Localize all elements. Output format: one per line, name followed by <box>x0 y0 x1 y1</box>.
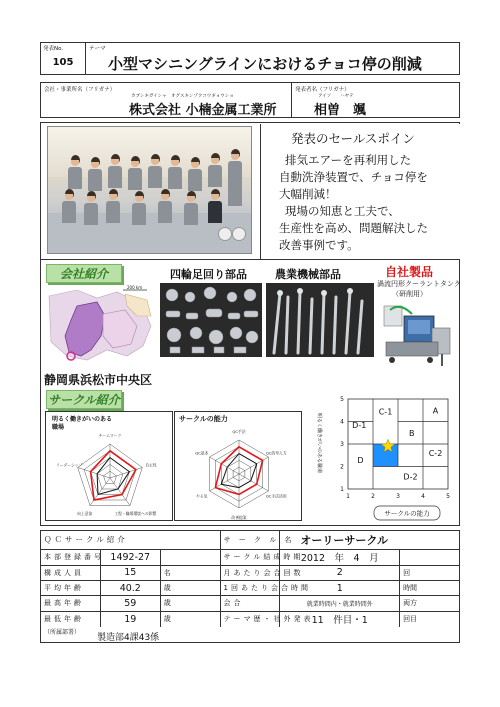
radar-axis-label: チームワーク <box>98 433 122 438</box>
sales-points-line4: 現場の知恵と工夫で、 <box>285 204 400 218</box>
company-cell <box>40 82 292 118</box>
matrix-y-tick: 4 <box>340 418 344 426</box>
radar-axis <box>239 474 268 491</box>
radar-axis-label: 自主性 <box>145 462 157 468</box>
matrix-zone-label: D-1 <box>352 420 367 430</box>
radar-axis-label: 工程・職場環境への影響 <box>114 510 157 516</box>
matrix-zone-label: D-2 <box>403 472 418 482</box>
radar-chart-2 <box>174 411 302 521</box>
presenter-cell <box>291 82 460 118</box>
number-label: 発表No. <box>43 46 64 52</box>
part2-title: 農業機械部品 <box>275 268 341 281</box>
matrix-y-tick: 2 <box>340 463 344 471</box>
matrix-xlabel: サークルの能力 <box>384 509 430 518</box>
presenter-label: 発表者名（フリガナ） <box>295 87 350 93</box>
sales-points-box <box>260 124 460 259</box>
qc-name-label: サ ー ク ル 名 <box>220 531 280 550</box>
table-row: 構成人員 15 名 月あたり会合回数 2 回 <box>41 565 460 580</box>
sales-points-line1: 排気エアーを再利用した <box>285 153 412 167</box>
qc-section-label: ＱＣサークル紹介 <box>41 531 221 550</box>
matrix-zone-label: D <box>357 455 364 465</box>
dept-label: （所属部署） <box>44 629 81 636</box>
radar1-title: 明るく働きがいのある職場 <box>52 416 113 431</box>
matrix-x-tick: 2 <box>371 493 375 500</box>
qc-table <box>40 530 460 628</box>
company-name: 株式会社 小楠金属工業所 <box>129 103 277 118</box>
part2-photo <box>266 283 374 357</box>
radar-axis-label: 向上意欲 <box>77 510 93 516</box>
circle-intro-label: サークル紹介 <box>46 390 122 409</box>
sales-points-line2: 自動洗浄装置で、チョコ停を <box>279 170 428 184</box>
matrix-y-tick: 5 <box>340 396 344 403</box>
table-row: 平均年齢 40.2 歳 1回あたり会合時間 1 時間 <box>41 581 460 596</box>
matrix-zone-label: A <box>432 406 439 416</box>
sales-points-line3: 大幅削減！ <box>279 187 337 201</box>
radar-axis-label: やる気 <box>196 493 208 499</box>
matrix-x-tick: 5 <box>446 493 450 500</box>
matrix-x-tick: 4 <box>421 493 425 500</box>
group-photo <box>47 126 252 254</box>
radar-axis-label: QC手法 <box>232 429 246 434</box>
own-product-sub1: 渦流円形クーラントタンク <box>377 280 461 288</box>
matrix-zone-label: C-1 <box>378 407 393 417</box>
radar-axis-label: リーダーシップ <box>55 462 83 468</box>
qc-name: オーリーサークル <box>280 531 460 550</box>
shizuoka-map <box>47 286 155 368</box>
radar-chart-1 <box>45 411 173 521</box>
radar-axis-label: QC手法活用 <box>265 493 287 499</box>
table-row: 最高年齢 59 歳 会合 就業時間内・就業時間外 両方 <box>41 596 460 611</box>
theme-label: テーマ <box>89 46 106 52</box>
presenter-name: 相曽 颯 <box>314 103 367 118</box>
table-row: 本部登録番号 1492-27 サークル結成時期 2012 年 4 月 <box>41 549 460 565</box>
company-intro-label: 会社紹介 <box>46 264 122 283</box>
header-number-cell <box>40 42 86 75</box>
own-product-sub2: （研削用） <box>392 290 427 298</box>
matrix-x-tick: 1 <box>346 493 350 500</box>
part1-photo <box>160 283 262 357</box>
matrix-y-tick: 1 <box>340 486 344 493</box>
presenter-furigana: アイソ ハヤテ <box>318 94 354 99</box>
sales-points-line6: 改善事例です。 <box>279 238 359 252</box>
company-furigana: カブシキガイシャ オグスキンゾクコウギョウショ <box>131 94 234 99</box>
map-scale: 200 km <box>127 285 143 290</box>
sales-points-title: 発表のセールスポイン <box>291 131 415 146</box>
header-title-cell <box>85 42 460 75</box>
radar-axis-label: QC的考え方 <box>265 450 287 456</box>
matrix-chart <box>308 393 458 523</box>
dept-cell <box>40 627 460 643</box>
radar2-title: サークルの能力 <box>179 415 228 423</box>
matrix-zone-label: B <box>409 428 415 438</box>
page-title: 小型マシニングラインにおけるチョコ停の削減 <box>108 55 422 73</box>
own-product-title: 自社製品 <box>385 265 434 279</box>
radar-axis <box>210 457 239 474</box>
matrix-y-tick: 3 <box>340 441 344 448</box>
own-product-photo <box>380 300 456 368</box>
matrix-zone-label: C-2 <box>428 449 443 458</box>
company-label: 会社・事業所名（フリガナ） <box>44 87 116 93</box>
number-value: 105 <box>52 57 74 68</box>
matrix-ylabel: 明るく働きがいのある職場 <box>316 413 322 474</box>
table-row: 最低年齢 19 歳 テーマ歴・社外発表 11 件目・1 回目 <box>41 611 460 627</box>
part1-title: 四輪足回り部品 <box>170 268 247 281</box>
radar-axis-label: QC基本 <box>195 450 209 456</box>
dept-value: 製造部4課43係 <box>97 633 160 643</box>
matrix-x-tick: 3 <box>396 493 400 500</box>
radar-axis-label: 改善提案 <box>231 515 247 520</box>
location-label: 静岡県浜松市中央区 <box>44 373 153 387</box>
sales-points-line5: 生産性を高め、問題解決した <box>279 221 429 235</box>
